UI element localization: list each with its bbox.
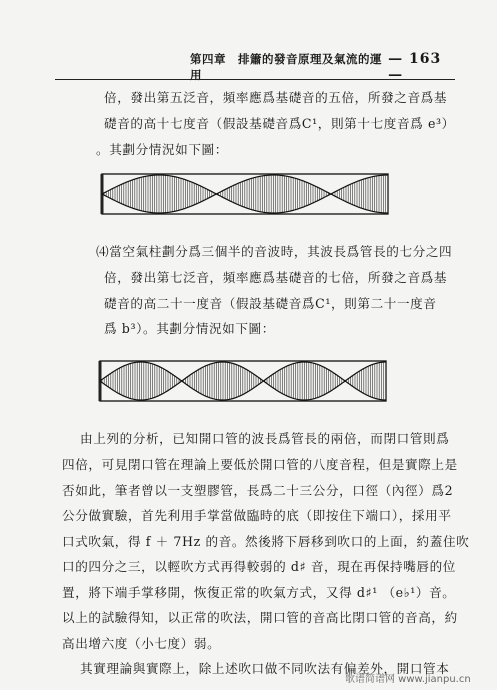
watermark: 歌谱简谱网 www.jianpu.cn xyxy=(345,674,471,685)
wave-diagram-fifth-overtone xyxy=(100,168,390,220)
text-line: 否如此，筆者曾以一支塑膠管，長爲二十三公分，口徑（內徑）爲2 xyxy=(62,483,454,498)
text-line: 以上的試驗得知，以正常的吹法，開口管的音高比閉口管的音高，約 xyxy=(62,610,458,625)
text-line: 倍，發出第七泛音，頻率應爲基礎音的七倍，所發之音爲基 xyxy=(104,270,448,285)
text-line: 由上列的分析，已知開口管的波長爲管長的兩倍，而閉口管則爲 xyxy=(80,431,450,446)
wave-diagram-seventh-overtone xyxy=(98,355,388,407)
text-line: 其實理論與實際上，除上述吹口做不同吹法有偏差外，開口管本 xyxy=(80,661,450,676)
running-header xyxy=(190,51,460,83)
text-line: 四倍，可見閉口管在理論上要低於開口管的八度音程，但是實際上是 xyxy=(62,457,458,472)
text-line: 口的四分之三，以輕吹方式再得較弱的 d♯ 音，現在再保持嘴唇的位 xyxy=(62,559,456,574)
text-line: 高出增六度（小七度）弱。 xyxy=(62,636,221,651)
page-number: — 163 — xyxy=(388,51,442,83)
text-line: 口式吹氣，得 f ＋ 7Hz 的音。然後將下唇移到吹口的上面，約蓋住吹 xyxy=(62,534,470,549)
text-line: 置，將下端手掌移開，恢復正常的吹氣方式，又得 d♯¹ （e♭¹）音。 xyxy=(62,585,456,600)
header-rule xyxy=(55,79,455,80)
text-line: 。其劃分情況如下圖： xyxy=(96,142,228,157)
text-line: 爲 b³）。其劃分情況如下圖： xyxy=(104,321,275,336)
text-line: 礎音的高二十一度音（假設基礎音爲C¹，則第二十一度音 xyxy=(104,296,437,311)
text-line: 倍，發出第五泛音，頻率應爲基礎音的五倍，所發之音爲基 xyxy=(104,90,448,105)
chapter-title: 第四章 排簫的發音原理及氣流的運用 xyxy=(190,52,382,82)
text-line: 公分做實驗，首先利用手掌當做臨時的底（即按住下端口），採用平 xyxy=(62,508,452,523)
text-line: 礎音的高十七度音（假設基礎音爲C¹，則第十七度音爲 e³） xyxy=(104,116,455,131)
text-line: ⑷當空氣柱劃分爲三個半的音波時，其波長爲管長的七分之四 xyxy=(96,244,453,259)
